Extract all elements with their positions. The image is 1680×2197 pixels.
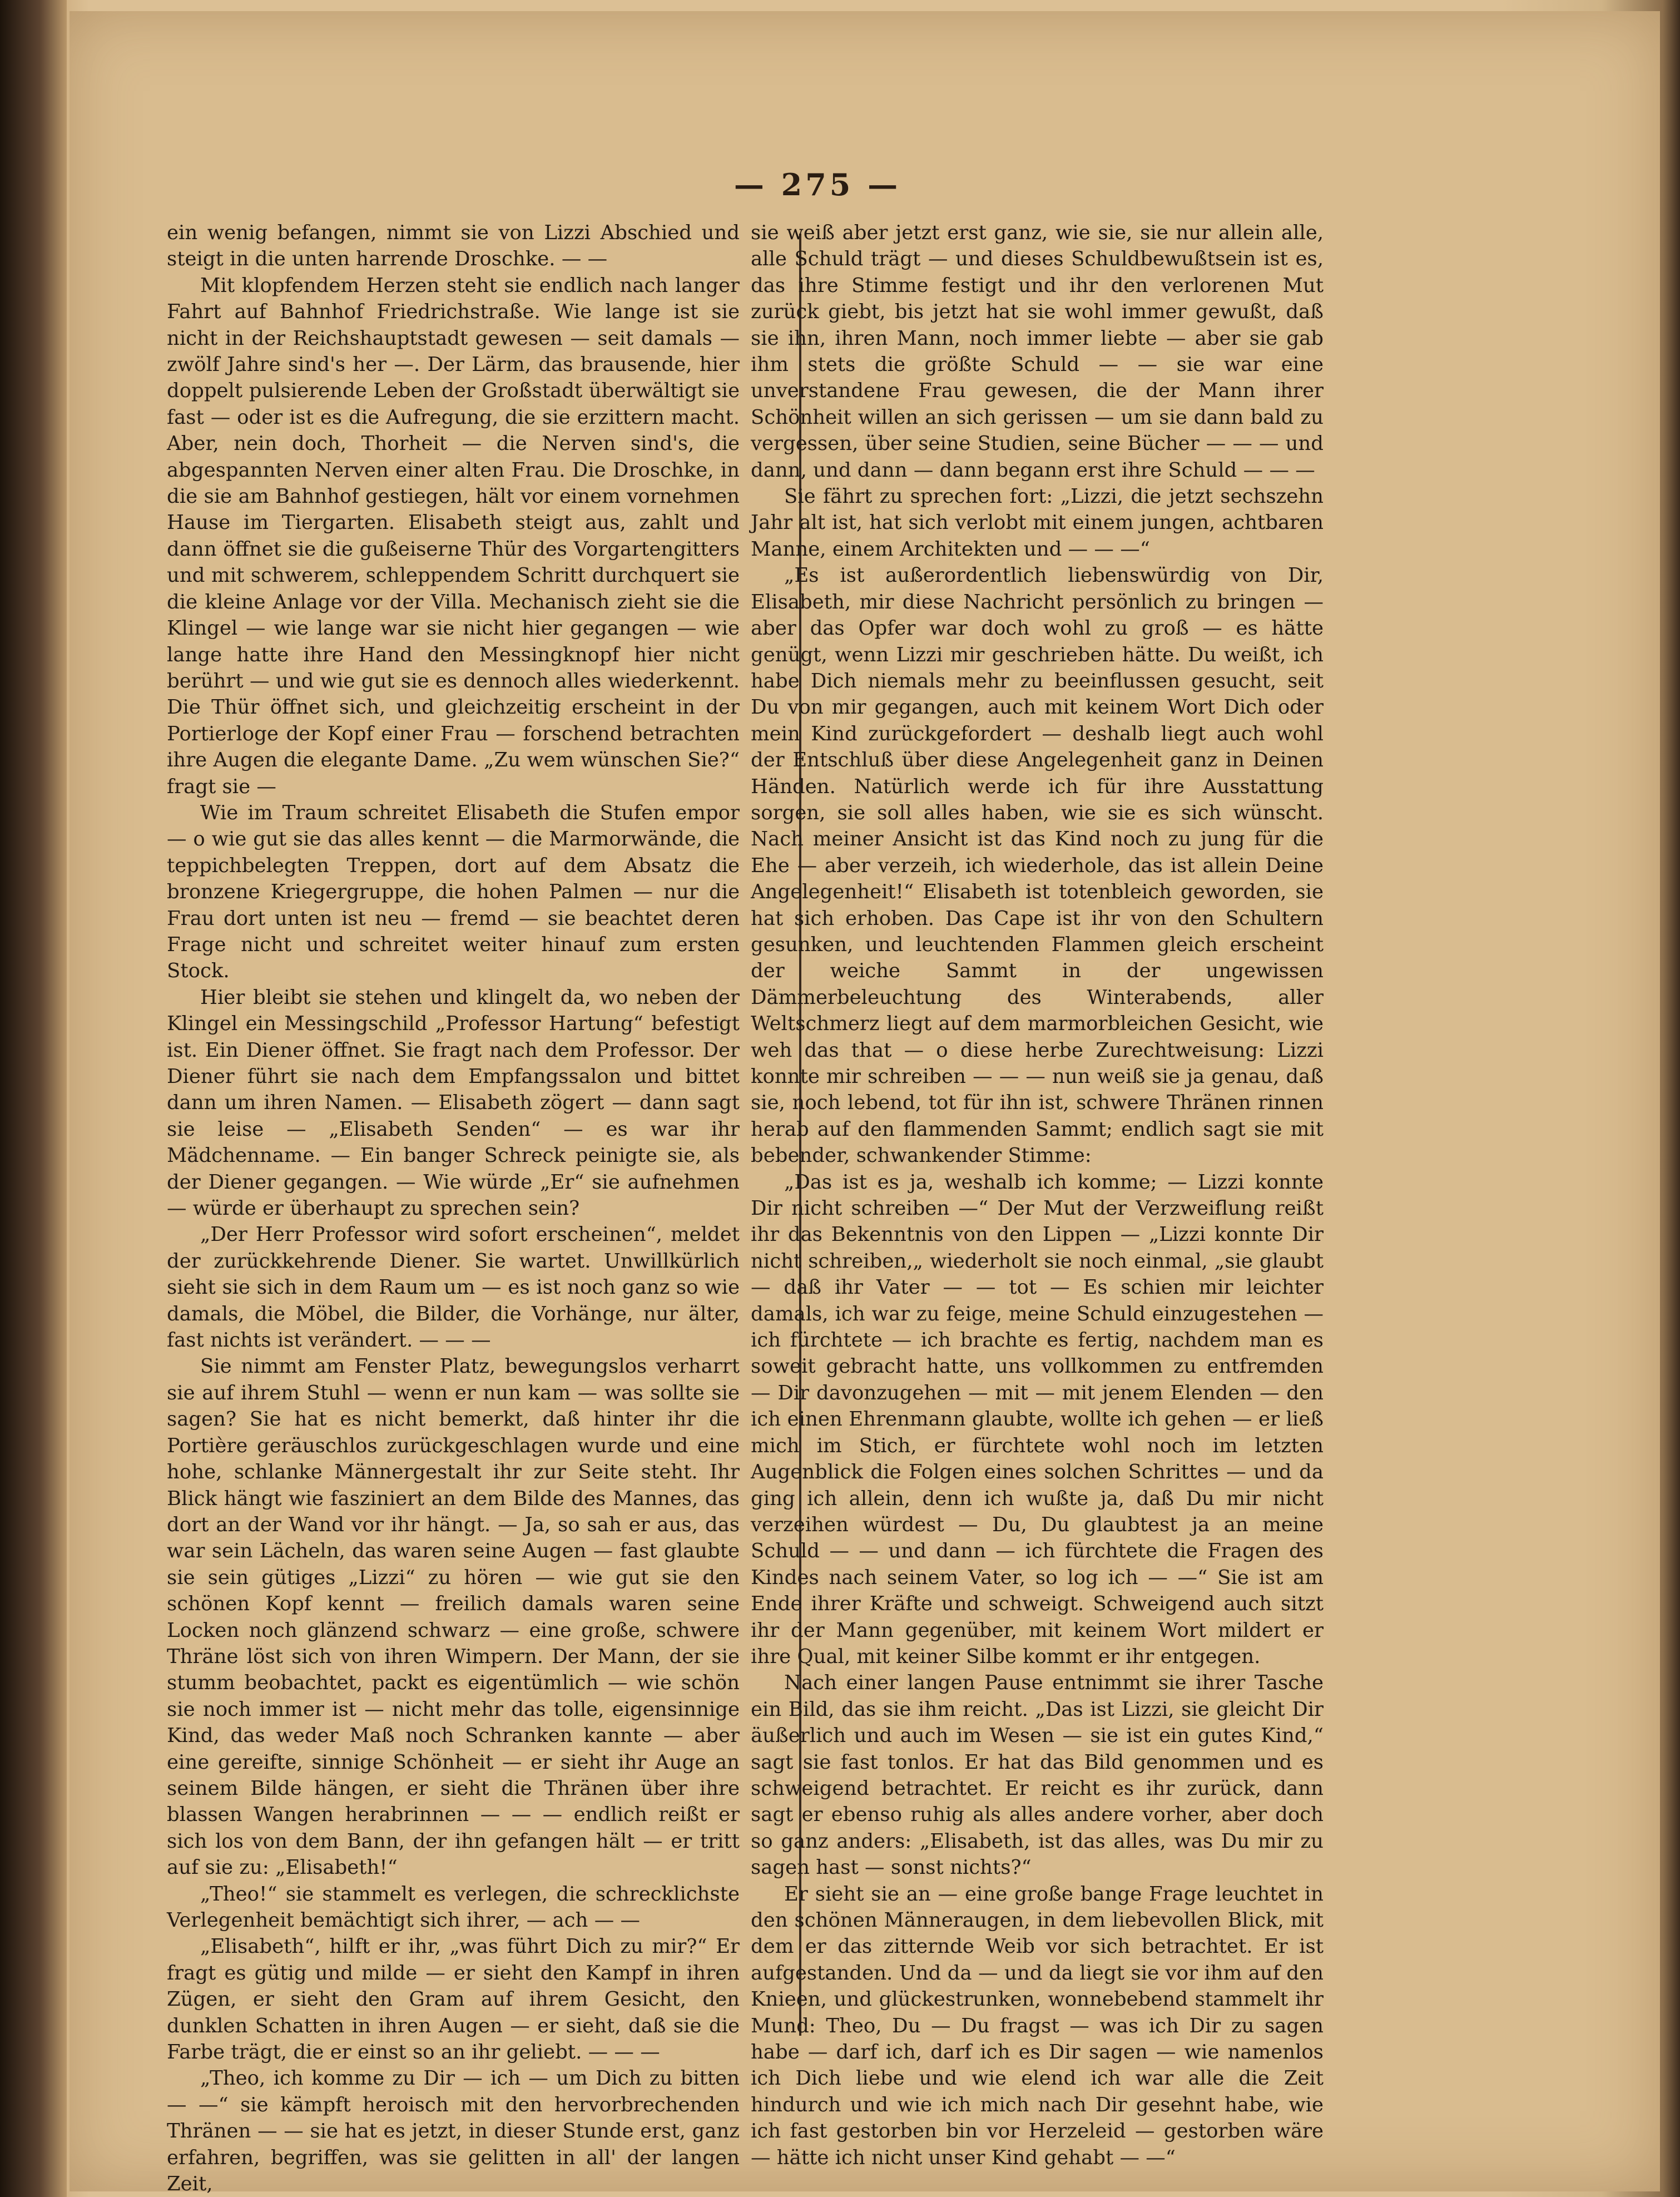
page-number: — 275 — <box>734 167 901 202</box>
paragraph: Nach einer langen Pause entnimmt sie ihrer Tasche ein Bild, das sie ihm reicht. „Das ist Lizzi, sie gleicht Dir äußerlich und auch im Wesen — sie ist ein gutes Kind,“ sagt sie fast tonlos. Er hat das Bild genommen und es schweigend betrachtet. Er reicht es ihr zurück, dann sagt er ebenso ruhig als alles andere vorher, aber doch so ganz anders: „Elisabeth, ist das alles, was Du mir zu sagen hast — sonst nichts?“ <box>751 1671 1324 1879</box>
paragraph: Mit klopfendem Herzen steht sie endlich nach langer Fahrt auf Bahnhof Friedrichstraße. Wie lange ist sie nicht in der Reichshauptstadt gewesen — seit damals — zwölf Jahre sind's her —. Der Lärm, das brausende, hier doppelt pulsierende Leben der Großstadt überwältigt sie fast — oder ist es die Aufregung, die sie erzittern macht. Aber, nein doch, Thorheit — die Nerven sind's, die abgespannten Nerven einer alten Frau. Die Droschke, in die sie am Bahnhof gestiegen, hält vor einem vornehmen Hause im Tiergarten. Elisabeth steigt aus, zahlt und dann öffnet sie die gußeiserne Thür des Vorgartengitters und mit schwerem, schleppendem Schritt durchquert sie die kleine Anlage vor der Villa. Mechanisch zieht sie die Klingel — wie lange war sie nicht hier gegangen — wie lange hatte ihre Hand den Messingknopf hier nicht berührt — und wie gut sie es dennoch alles wiederkennt. Die Thür öffnet sich, und gleichzeitig erscheint in der Portierloge der Kopf einer Frau — forschend betrachten ihre Augen die elegante Dame. „Zu wem wünschen Sie?“ fragt sie — <box>167 274 740 798</box>
facing-page-edge <box>0 0 67 2197</box>
paragraph: „Theo!“ sie stammelt es verlegen, die schrecklichste Verlegenheit bemächtigt sich ihrer, — ach — — <box>167 1882 740 1932</box>
paragraph: Sie fährt zu sprechen fort: „Lizzi, die jetzt sechszehn Jahr alt ist, hat sich verlobt mit einem jungen, achtbaren Manne, einem Architekten und — — —“ <box>751 485 1324 561</box>
text-column-left <box>167 220 740 2196</box>
paragraph: „Der Herr Professor wird sofort erscheinen“, meldet der zurückkehrende Diener. Sie wartet. Unwillkürlich sieht sie sich in dem Raum um — es ist noch ganz so wie damals, die Möbel, die Bilder, die Vorhänge, nur älter, fast nichts ist verändert. — — — <box>167 1223 740 1352</box>
paragraph: „Es ist außerordentlich liebenswürdig von Dir, Elisabeth, mir diese Nachricht persönlich zu bringen — aber das Opfer war doch wohl zu groß — es hätte genügt, wenn Lizzi mir geschrieben hätte. Du weißt, ich habe Dich niemals mehr zu beeinflussen gesucht, seit Du von mir gegangen, auch mit keinem Wort Dich oder mein Kind zurückgefordert — deshalb liegt auch wohl der Entschluß über diese Angelegenheit ganz in Deinen Händen. Natürlich werde ich für ihre Ausstattung sorgen, sie soll alles haben, wie sie es sich wünscht. Nach meiner Ansicht ist das Kind noch zu jung für die Ehe — aber verzeih, ich wiederhole, das ist allein Deine Angelegenheit!“ Elisabeth ist totenbleich geworden, sie hat sich erhoben. Das Cape ist ihr von den Schultern gesunken, und leuchtenden Flammen gleich erscheint der weiche Sammt in der ungewissen Dämmerbeleuchtung des Winterabends, aller Weltschmerz liegt auf dem marmorbleichen Gesicht, wie weh das that — o diese herbe Zurechtweisung: Lizzi konnte mir schreiben — — — nun weiß sie ja genau, daß sie, noch lebend, tot für ihn ist, schwere Thränen rinnen herab auf den flammenden Sammt; endlich sagt sie mit bebender, schwankender Stimme: <box>751 564 1324 1167</box>
paragraph: ein wenig befangen, nimmt sie von Lizzi Abschied und steigt in die unten harrende Droschke. — — <box>167 221 740 271</box>
paragraph: Sie nimmt am Fenster Platz, bewegungslos verharrt sie auf ihrem Stuhl — wenn er nun kam — was sollte sie sagen? Sie hat es nicht bemerkt, daß hinter ihr die Portière geräuschlos zurückgeschlagen wurde und eine hohe, schlanke Männergestalt ihr zur Seite steht. Ihr Blick hängt wie fasziniert an dem Bilde des Mannes, das dort an der Wand vor ihr hängt. — Ja, so sah er aus, das war sein Lächeln, das waren seine Augen — fast glaubte sie sein gütiges „Lizzi“ zu hören — wie gut sie den schönen Kopf kennt — freilich damals waren seine Locken noch glänzend schwarz — eine große, schwere Thräne löst sich von ihren Wimpern. Der Mann, der sie stumm beobachtet, packt es eigentümlich — wie schön sie noch immer ist — nicht mehr das tolle, eigensinnige Kind, das weder Maß noch Schranken kannte — aber eine gereifte, sinnige Schönheit — er sieht ihr Auge an seinem Bilde hängen, er sieht die Thränen über ihre blassen Wangen herabrinnen — — — endlich reißt er sich los von dem Bann, der ihn gefangen hält — er tritt auf sie zu: „Elisabeth!“ <box>167 1355 740 1879</box>
paragraph: „Das ist es ja, weshalb ich komme; — Lizzi konnte Dir nicht schreiben —“ Der Mut der Verzweiflung reißt ihr das Bekenntnis von den Lippen — „Lizzi konnte Dir nicht schreiben,„ wiederholt sie noch einmal, „sie glaubt — daß ihr Vater — — tot — Es schien mir leichter damals, ich war zu feige, meine Schuld einzugestehen — ich fürchtete — ich brachte es fertig, nachdem man es soweit gebracht hatte, uns vollkommen zu entfremden — Dir davonzugehen — mit — mit jenem Elenden — den ich einen Ehrenmann glaubte, wollte ich gehen — er ließ mich im Stich, er fürchtete wohl noch im letzten Augenblick die Folgen eines solchen Schrittes — und da ging ich allein, denn ich wußte ja, daß Du mir nicht verzeihen würdest — Du, Du glaubtest ja an meine Schuld — — und dann — ich fürchtete die Fragen des Kindes nach seinem Vater, so log ich — —“ Sie ist am Ende ihrer Kräfte und schweigt. Schweigend auch sitzt ihr der Mann gegenüber, mit keinem Wort mildert er ihre Qual, mit keiner Silbe kommt er ihr entgegen. <box>751 1170 1324 1668</box>
paragraph: „Theo, ich komme zu Dir — ich — um Dich zu bitten — —“ sie kämpft heroisch mit den hervorbrechenden Thränen — — sie hat es jetzt, in dieser Stunde erst, ganz erfahren, begriffen, was sie gelitten in all' der langen Zeit, <box>167 2067 740 2196</box>
paragraph: Er sieht sie an — eine große bange Frage leuchtet in den schönen Männeraugen, in dem liebevollen Blick, mit dem er das zitternde Weib vor sich betrachtet. Er ist aufgestanden. Und da — und da liegt sie vor ihm auf den Knieen, und glückestrunken, wonnebebend stammelt ihr Mund: Theo, Du — Du fragst — was ich Dir zu sagen habe — darf ich, darf ich es Dir sagen — wie namenlos ich Dich liebe und wie elend ich war alle die Zeit hindurch und wie ich mich nach Dir gesehnt habe, wie ich fast gestorben bin vor Herzeleid — gestorben wäre — hätte ich nicht unser Kind gehabt — —“ <box>751 1882 1324 2169</box>
paragraph: Wie im Traum schreitet Elisabeth die Stufen empor — o wie gut sie das alles kennt — die Marmorwände, die teppichbelegten Treppen, dort auf dem Absatz die bronzene Kriegergruppe, die hohen Palmen — nur die Frau dort unten ist neu — fremd — sie beachtet deren Frage nicht und schreitet weiter hinauf zum ersten Stock. <box>167 801 740 983</box>
paragraph: „Elisabeth“, hilft er ihr, „was führt Dich zu mir?“ Er fragt es gütig und milde — er sieht den Kampf in ihren Zügen, er sieht den Gram auf ihrem Gesicht, den dunklen Schatten in ihren Augen — er sieht, daß sie die Farbe trägt, die er einst so an ihr geliebt. — — — <box>167 1935 740 2064</box>
paragraph: Hier bleibt sie stehen und klingelt da, wo neben der Klingel ein Messingschild „Professor Hartung“ befestigt ist. Ein Diener öffnet. Sie fragt nach dem Professor. Der Diener führt sie nach dem Empfangssalon und bittet dann um ihren Namen. — Elisabeth zögert — dann sagt sie leise — „Elisabeth Senden“ — es war ihr Mädchenname. — Ein banger Schreck peinigte sie, als der Diener gegangen. — Wie würde „Er“ sie aufnehmen — würde er überhaupt zu sprechen sein? <box>167 986 740 1220</box>
paragraph: sie weiß aber jetzt erst ganz, wie sie, sie nur allein alle, alle Schuld trägt — und dieses Schuldbewußtsein ist es, das ihre Stimme festigt und ihr den verlorenen Mut zurück giebt, bis jetzt hat sie wohl immer gewußt, daß sie ihn, ihren Mann, noch immer liebte — aber sie gab ihm stets die größte Schuld — — sie war eine unverstandene Frau gewesen, die der Mann ihrer Schönheit willen an sich gerissen — um sie dann bald zu vergessen, über seine Studien, seine Bücher — — — und dann, und dann — dann begann erst ihre Schuld — — — <box>751 221 1324 482</box>
text-column-right <box>751 220 1324 2169</box>
